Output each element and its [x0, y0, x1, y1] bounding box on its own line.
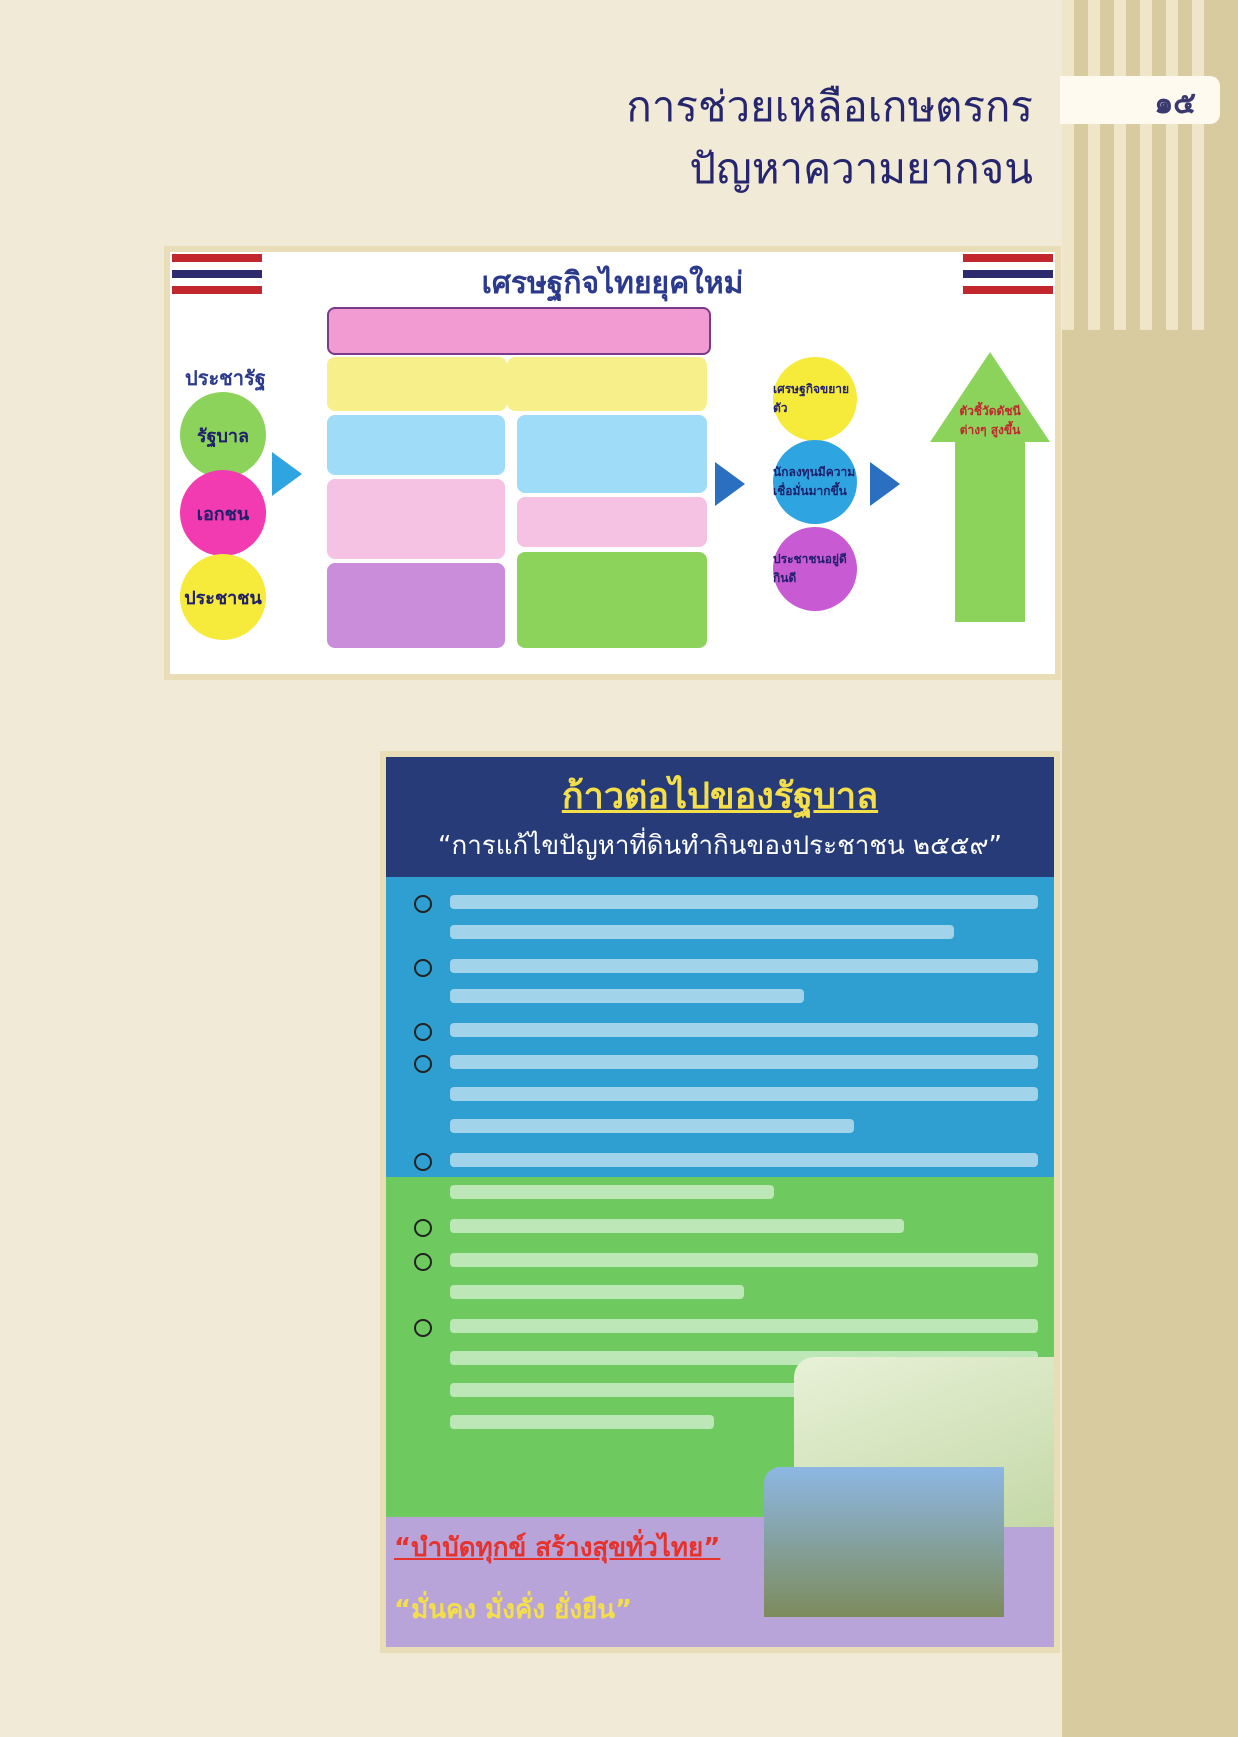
circle-people: ประชาชน [180, 554, 266, 640]
slogan-1: “บำบัดทุกข์ สร้างสุขทั่วไทย” [394, 1533, 721, 1563]
up-arrow-title: ตัวชี้วัดดัชนีต่างๆ สูงขึ้น [959, 404, 1021, 437]
list-item-cont [450, 989, 804, 1003]
left-group-label: ประชารัฐ [185, 366, 266, 390]
page-heading-line2: ปัญหาความยากจน [689, 144, 1033, 193]
list-item [450, 895, 1038, 909]
up-arrow [930, 352, 1050, 622]
list-item [450, 1319, 1038, 1333]
circle-economy-growth: เศรษฐกิจขยายตัว [773, 357, 857, 441]
arrow-right [870, 462, 900, 506]
box-infrastructure [507, 357, 707, 411]
decorative-stripes [1062, 0, 1212, 330]
box-competitiveness [327, 357, 507, 411]
page-number-tab [1060, 76, 1220, 124]
bullet-icon [414, 895, 432, 913]
list-item-cont [450, 1087, 1038, 1101]
page-heading-line1: การช่วยเหลือเกษตรกร [626, 82, 1033, 131]
list-item-cont [450, 1119, 854, 1133]
poster-title: ก้าวต่อไปของรัฐบาล [561, 776, 879, 817]
page-number: ๑๕ [1154, 86, 1196, 121]
box-investment-incentive [327, 415, 505, 475]
box-smes [327, 479, 505, 559]
header-box [327, 307, 711, 355]
landscape-photo [764, 1467, 1004, 1617]
arrow-middle [715, 462, 745, 506]
box-grassroots [327, 563, 505, 648]
list-item [450, 1253, 1038, 1267]
bullet-icon [414, 1055, 432, 1073]
list-item [450, 1153, 1038, 1167]
bullet-icon [414, 1253, 432, 1271]
poster-subtitle: “การแก้ไขปัญหาที่ดินทำกินของประชาชน ๒๕๕๙” [437, 831, 1003, 861]
list-item [450, 1219, 904, 1233]
bullet-icon [414, 1219, 432, 1237]
list-item-cont [450, 1285, 744, 1299]
slogan-2: “มั่นคง มั่งคั่ง ยั่งยืน” [394, 1595, 633, 1625]
list-item-cont [450, 925, 954, 939]
list-item [450, 1055, 1038, 1069]
infographic-title: เศรษฐกิจไทยยุคใหม่ [481, 266, 744, 301]
list-item [450, 1023, 1038, 1037]
economy-infographic [170, 252, 1055, 674]
box-farmers [517, 552, 707, 648]
list-item-cont [450, 1185, 774, 1199]
circle-wellbeing: ประชาชนอยู่ดีกินดี [773, 527, 857, 611]
bullet-icon [414, 1153, 432, 1171]
list-item [450, 959, 1038, 973]
circle-investor-confidence: นักลงทุนมีความเชื่อมั่นมากขึ้น [773, 440, 857, 524]
arrow-left [272, 452, 302, 496]
circle-private: เอกชน [180, 470, 266, 556]
box-marketing [517, 497, 707, 547]
land-poster [386, 757, 1054, 1647]
circle-government: รัฐบาล [180, 392, 266, 478]
box-investment [517, 415, 707, 493]
bullet-icon [414, 1319, 432, 1337]
list-item-cont [450, 1415, 714, 1429]
bullet-icon [414, 959, 432, 977]
bullet-icon [414, 1023, 432, 1041]
